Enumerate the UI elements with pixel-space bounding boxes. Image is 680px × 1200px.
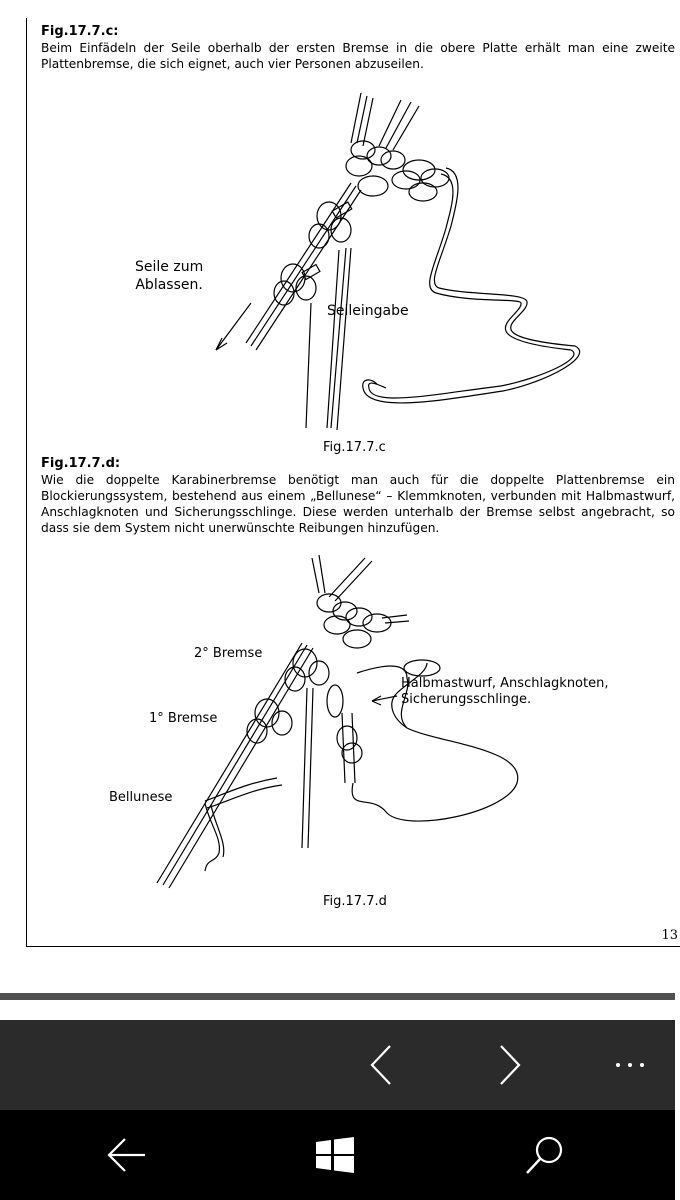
figure-d-blocking-line2: Sicherungsschlinge. — [401, 692, 532, 707]
app-bar — [0, 1020, 675, 1110]
divider-gap — [0, 1000, 675, 1020]
figure-d-bellunese-label: Bellunese — [109, 790, 173, 805]
figure-c-lowering-line2: Ablassen. — [135, 277, 203, 293]
back-button[interactable] — [92, 1125, 162, 1185]
figure-d-brake2-label: 2° Bremse — [194, 646, 263, 661]
figure-d-blocking-line1: Halbmastwurf, Anschlagknoten, — [401, 676, 609, 691]
more-button[interactable] — [600, 1030, 660, 1100]
navigation-bar — [0, 1110, 675, 1200]
start-button[interactable] — [300, 1125, 370, 1185]
section-heading-c: Fig.17.7.c: — [41, 24, 119, 39]
figure-c-lowering-label — [135, 258, 203, 294]
section-heading-d: Fig.17.7.d: — [41, 456, 121, 471]
figure-d-blocking-label — [401, 676, 608, 708]
scroll-divider — [0, 993, 675, 1000]
search-icon — [525, 1135, 565, 1175]
previous-button[interactable] — [351, 1030, 411, 1100]
page-number: 13 — [661, 928, 678, 943]
figure-c-rope-input-label: Seileingabe — [327, 303, 409, 319]
search-button[interactable] — [510, 1125, 580, 1185]
next-button[interactable] — [480, 1030, 540, 1100]
figure-c-lowering-line1: Seile zum — [135, 259, 204, 275]
back-arrow-icon — [107, 1137, 147, 1173]
section-text-d: Wie die doppelte Karabinerbremse benötigt man auch für die doppelte Plattenbremse ein Blockierungssystem, bestehend aus einem „Bellunese“ – Klemmknoten, verbunden mit Halbmastwurf, Anschlagknoten und Sicherungsschlinge. Diese werden unterhalb der Bremse selbst angebracht, so dass sie dem System nicht unerwünschte Reibungen hinzufügen. — [41, 473, 675, 535]
windows-logo-icon — [316, 1137, 354, 1173]
chevron-right-icon — [497, 1044, 523, 1086]
figure-d-caption: Fig.17.7.d — [323, 894, 387, 909]
section-text-c: Beim Einfädeln der Seile oberhalb der ersten Bremse in die obere Platte erhält man eine zweite Plattenbremse, die sich eignet, auch vier Personen abzuseilen. — [41, 41, 675, 71]
more-horizontal-icon — [615, 1062, 645, 1068]
figure-c-caption: Fig.17.7.c — [323, 440, 386, 455]
document-page — [26, 18, 680, 947]
chevron-left-icon — [368, 1044, 394, 1086]
figure-d-brake1-label: 1° Bremse — [149, 711, 218, 726]
